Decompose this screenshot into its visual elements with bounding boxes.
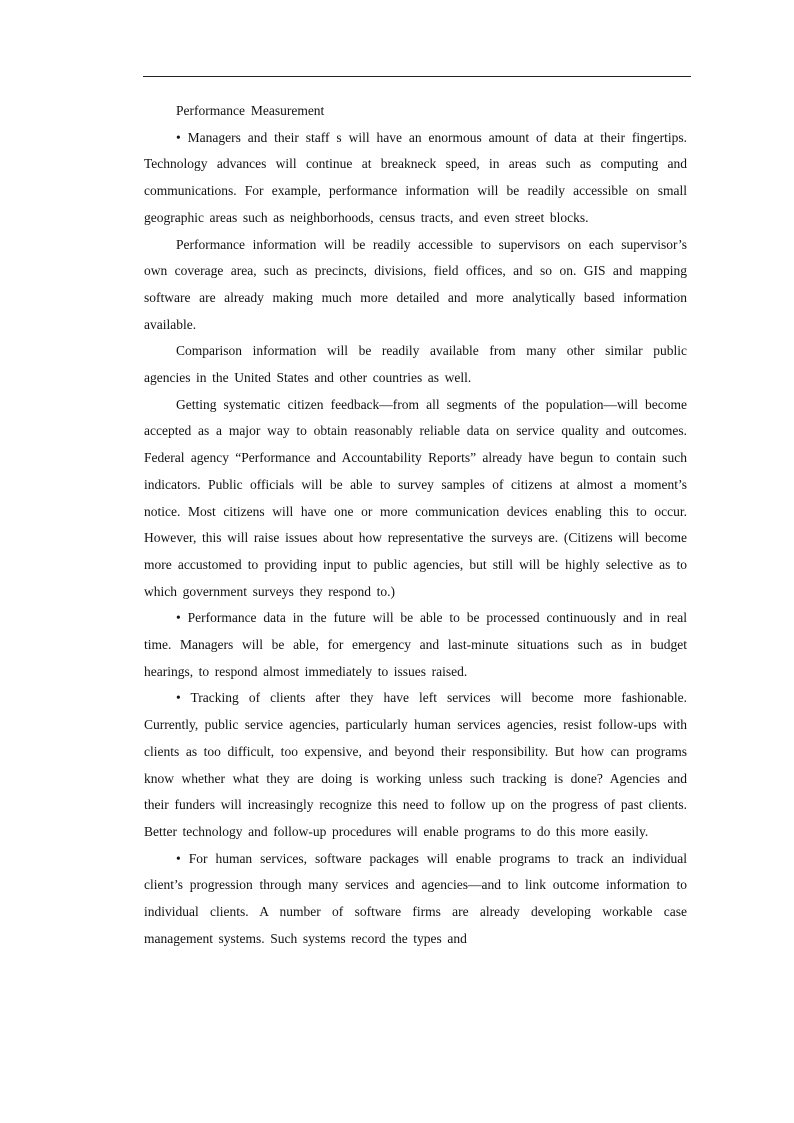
paragraph-client-tracking: • Tracking of clients after they have left services will become more fashionable. Currently, public service agencies, particularly human services agencies, resist follow-ups with clients as too difficult, too expensive, and beyond their responsibility. But how can programs know whether what they are doing is working unless such tracking is done? Agencies and their funders will increasingly recognize this need to follow up on the progress of past clients. Better technology and follow-up procedures will enable programs to do this more easily. [144,690,687,839]
paragraph-comparison-information: Comparison information will be readily available from many other similar public agencies in the United States and other countries as well. [144,343,687,386]
paragraph-citizen-feedback: Getting systematic citizen feedback—from all segments of the population—will become accepted as a major way to obtain reasonably reliable data on service quality and outcomes. Federal agency “Performance and Accountability Reports” already have begun to contain such indicators. Public officials will be able to survey samples of citizens at almost a moment’s notice. Most citizens will have one or more communication devices enabling this to occur. However, this will raise issues about how representative the surveys are. (Citizens will become more accustomed to providing input to public agencies, but still will be highly selective as to which government surveys they respond to.) [144,396,687,599]
paragraph-real-time-data: • Performance data in the future will be able to be processed continuously and in real time. Managers will be able, for emergency and last-minute situations such as in budget hearings, to respond almost immediately to issues raised. [144,610,687,679]
paragraph-human-services-software: • For human services, software packages will enable programs to track an individual client’s progression through many services and agencies—and to link outcome information to individual clients. A number of software firms are already developing workable case management systems. Such systems record the types and [144,850,687,946]
paragraph-supervisor-coverage: Performance information will be readily accessible to supervisors on each supervisor’s own coverage area, such as precincts, divisions, field offices, and so on. GIS and mapping software are already making much more detailed and more analytically based information available. [144,236,687,332]
section-heading: Performance Measurement [176,103,325,118]
paragraph-managers-data: • Managers and their staff s will have an enormous amount of data at their fingertips. Technology advances will continue at breakneck speed, in areas such as computing and communications. For example, performance information will be readily accessible on small geographic areas such as neighborhoods, census tracts, and even street blocks. [144,129,687,225]
page-body [144,98,687,953]
header-rule [143,76,691,77]
